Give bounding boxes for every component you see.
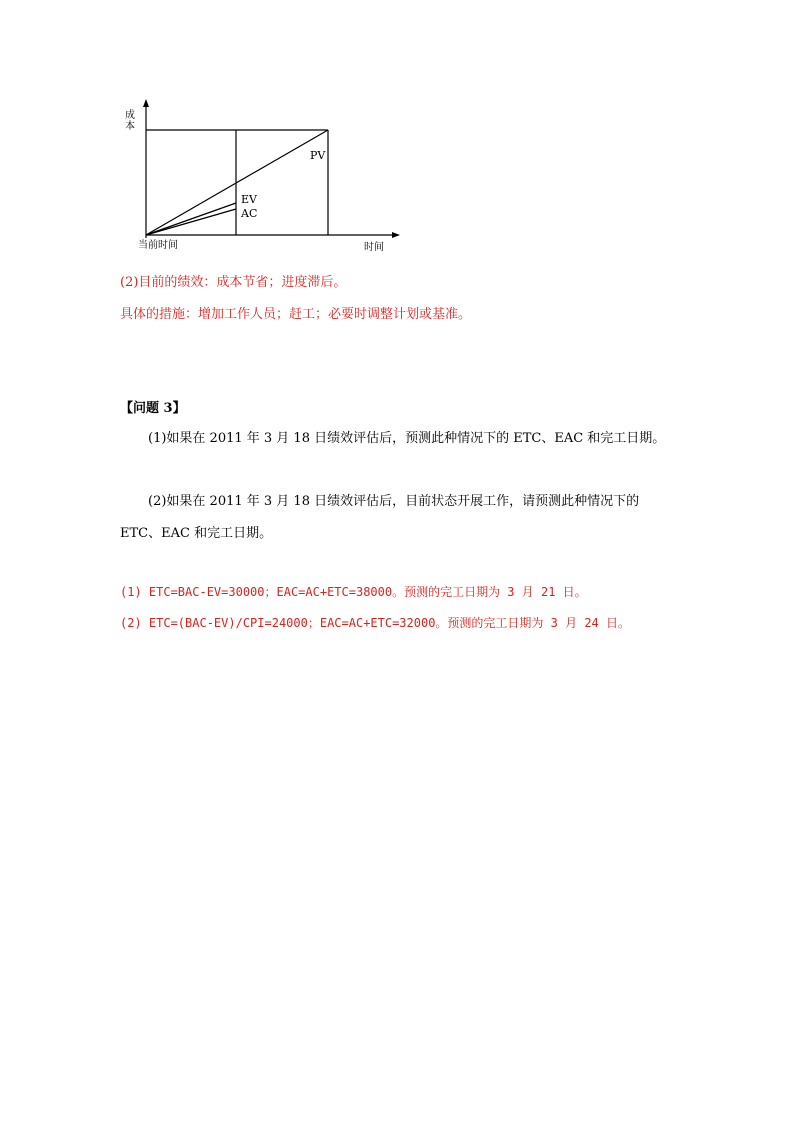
question3-part2-line2: ETC、EAC 和完工日期。 [120,526,273,541]
answer2-measures: 具体的措施：增加工作人员；赶工；必要时调整计划或基准。 [120,307,472,322]
answer3-part1: (1) ETC=BAC-EV=30000；EAC=AC+ETC=38000。预测的完工日期为 3 月 21 日。 [120,585,587,599]
x-axis-label: 时间 [364,242,384,253]
ev-line [146,203,236,235]
ac-label: AC [241,207,258,220]
y-axis-label: 成本 [122,109,134,131]
x-axis-arrow [392,232,400,238]
question3-part2-line1: (2)如果在 2011 年 3 月 18 日绩效评估后，目前状态开展工作，请预测此种情况下的 [148,494,640,509]
x-origin-label: 当前时间 [138,240,178,251]
ac-line [146,209,236,235]
pv-line [146,130,328,235]
earned-value-figure [110,95,410,255]
answer2-performance: (2)目前的绩效：成本节省；进度滞后。 [120,275,347,290]
pv-label: PV [310,149,326,162]
answer3-part2: (2) ETC=(BAC-EV)/CPI=24000；EAC=AC+ETC=32000。预测的完工日期为 3 月 24 日。 [120,616,631,630]
question3-heading: 【问题 3】 [120,401,186,416]
ev-label: EV [241,193,257,206]
y-axis-arrow [143,99,149,107]
question3-part1: (1)如果在 2011 年 3 月 18 日绩效评估后，预测此种情况下的 ETC、EAC 和完工日期。 [148,431,666,446]
